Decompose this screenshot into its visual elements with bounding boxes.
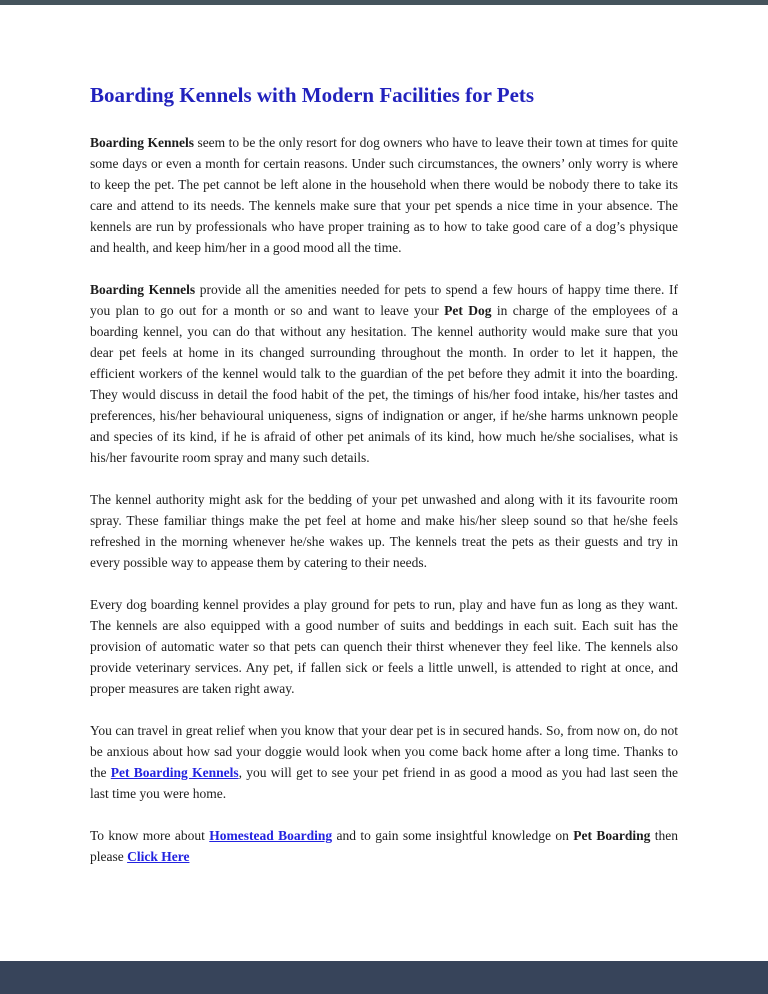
link-click-here[interactable]: Click Here xyxy=(127,849,190,864)
text-run: provide all the amenities needed for pets to spend a few hours of happy time there. If you plan to go out for a month or so and want to leave your xyxy=(90,282,678,318)
paragraph xyxy=(90,489,678,573)
paragraph xyxy=(90,594,678,699)
text-run: and to gain some insightful knowledge on xyxy=(332,828,574,843)
viewer-bottom-bar xyxy=(0,961,768,994)
bold-text-run: Boarding Kennels xyxy=(90,282,196,297)
bold-text-run: Pet Boarding xyxy=(573,828,651,843)
text-run: The kennel authority might ask for the bedding of your pet unwashed and along with it its favourite room spray. These familiar things make the pet feel at home and make his/her sleep sound so that he/she feels refreshed in the morning whenever he/she wakes up. The kennels treat the pets as their guests and try in every possible way to appease them by catering to their needs. xyxy=(90,492,678,570)
link-homestead-boarding[interactable]: Homestead Boarding xyxy=(209,828,333,843)
text-run: You can travel in great relief when you know that your dear pet is in secured hands. So, from now on, do not be anxious about how sad your doggie would look when you come back home after a long time. Thanks to the xyxy=(90,723,678,780)
paragraph xyxy=(90,132,678,258)
bold-text-run: Boarding Kennels xyxy=(90,135,194,150)
text-run: , you will get to see your pet friend in as good a mood as you had last seen the last time you were home. xyxy=(90,765,678,801)
text-run: Every dog boarding kennel provides a play ground for pets to run, play and have fun as long as they want. The kennels are also equipped with a good number of suits and beddings in each suit. Each suit has the provision of automatic water so that pets can quench their thirst whenever they feel like. The kennels also provide veterinary services. Any pet, if fallen sick or feels a little unwell, is attended to right at once, and proper measures are taken right away. xyxy=(90,597,678,696)
link-pet-boarding-kennels[interactable]: Pet Boarding Kennels xyxy=(110,765,239,780)
bold-text-run: Pet Dog xyxy=(444,303,492,318)
document-title: Boarding Kennels with Modern Facilities for Pets xyxy=(90,83,535,107)
paragraph xyxy=(90,825,678,867)
text-run: seem to be the only resort for dog owners who have to leave their town at times for quite some days or even a month for certain reasons. Under such circumstances, the owners’ only worry is where to keep the pet. The pet cannot be left alone in the household when there would be nobody there to take its care and attend to its needs. The kennels make sure that your pet spends a nice time in your absence. The kennels are run by professionals who have proper training as to how to take good care of a dog’s physique and health, and keep him/her in a good mood all the time. xyxy=(90,135,678,255)
paragraph xyxy=(90,279,678,468)
text-run: To know more about xyxy=(90,828,210,843)
viewer-top-bar xyxy=(0,0,768,5)
text-run: in charge of the employees of a boarding kennel, you can do that without any hesitation. The kennel authority would make sure that you dear pet feels at home in its changed surrounding throughout the month. In order to let it happen, the efficient workers of the kennel would talk to the guardian of the pet before they admit it into the boarding. They would discuss in detail the food habit of the pet, the timings of his/her food intake, his/her tastes and preferences, his/her behavioural uniqueness, signs of indignation or anger, if he/she harms unknown people and species of its kind, if he is afraid of other pet animals of its kind, how much he/she socialises, what is his/her favourite room spray and many such details. xyxy=(90,303,679,465)
document-paragraphs xyxy=(90,132,678,867)
text-run: then please xyxy=(90,828,678,864)
paragraph xyxy=(90,720,678,804)
